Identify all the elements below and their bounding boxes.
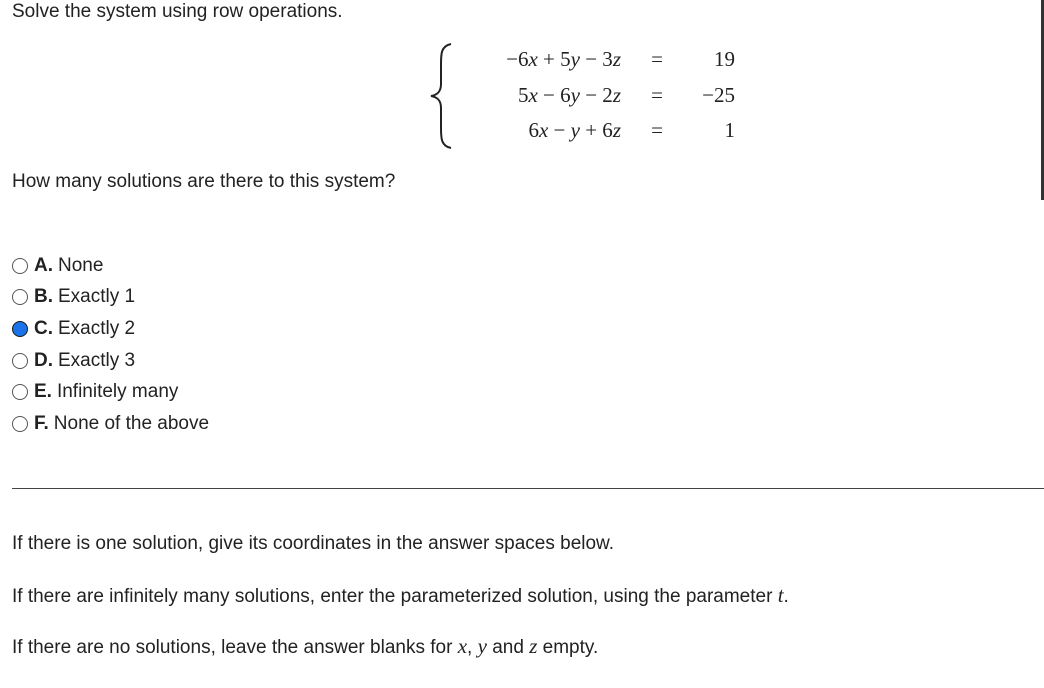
option-label: Exactly 2 [58, 317, 136, 339]
var-x: x [457, 634, 468, 658]
answer-options [12, 250, 209, 440]
equation-row-2 [425, 78, 755, 112]
option-letter: B. [34, 286, 53, 308]
prompt-text: Solve the system using row operations. [12, 1, 343, 22]
option-letter: E. [34, 381, 52, 403]
option-label: Exactly 3 [58, 349, 136, 371]
option-d[interactable] [12, 345, 209, 377]
option-letter: C. [34, 317, 53, 339]
option-c[interactable] [12, 313, 209, 345]
radio-button-icon[interactable] [12, 384, 28, 400]
equation-lhs: 6x − y + 6z [528, 118, 621, 142]
equals-sign: = [651, 83, 663, 107]
equation-row-3 [425, 113, 755, 147]
option-label: Exactly 1 [58, 286, 136, 308]
equation-rhs: 1 [724, 118, 735, 142]
radio-button-icon[interactable] [12, 289, 28, 305]
equation-lhs: 5x − 6y − 2z [517, 83, 621, 107]
equation-system [425, 40, 755, 152]
radio-button-selected-icon[interactable] [12, 321, 28, 337]
question-text: How many solutions are there to this system? [12, 171, 396, 192]
option-letter: D. [34, 349, 53, 371]
equation-rhs: −25 [702, 83, 735, 107]
radio-button-icon[interactable] [12, 353, 28, 369]
parameter-t: t [777, 583, 784, 607]
option-e[interactable] [12, 376, 209, 408]
var-z: z [529, 634, 538, 658]
var-y: y [477, 634, 487, 658]
option-b[interactable] [12, 282, 209, 314]
info-one-solution: If there is one solution, give its coordinates in the answer spaces below. [12, 533, 615, 554]
option-letter: A. [34, 254, 53, 276]
option-label: None of the above [53, 412, 210, 434]
option-a[interactable] [12, 250, 209, 282]
equals-sign: = [651, 118, 663, 142]
option-letter: F. [34, 412, 49, 434]
equals-sign: = [651, 47, 663, 71]
equation-lhs: −6x + 5y − 3z [506, 47, 621, 71]
option-label: None [58, 254, 104, 276]
equation-row-1 [425, 42, 755, 76]
radio-button-icon[interactable] [12, 258, 28, 274]
equation-rhs: 19 [714, 47, 735, 71]
section-divider [12, 488, 1044, 489]
radio-button-icon[interactable] [12, 416, 28, 432]
info-no-solutions: If there are no solutions, leave the answer blanks for x, y and z empty. [12, 634, 599, 658]
info-infinite-solutions: If there are infinitely many solutions, enter the parameterized solution, using the parameter t. [12, 583, 789, 607]
option-f[interactable] [12, 408, 209, 440]
option-label: Infinitely many [56, 381, 179, 403]
